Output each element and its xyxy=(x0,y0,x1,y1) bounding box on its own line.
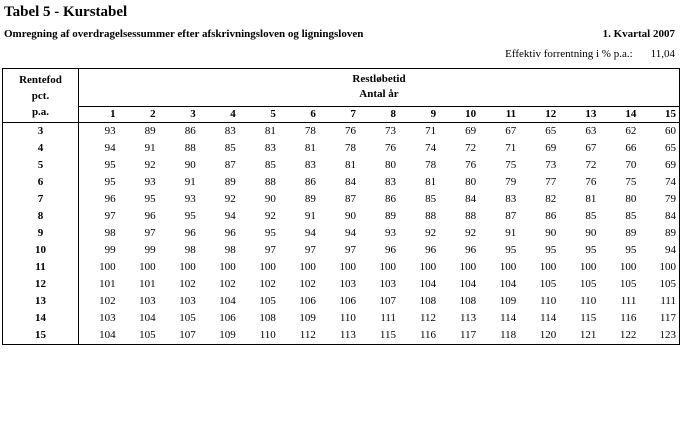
table-row xyxy=(3,242,680,259)
price-cell: 122 xyxy=(599,327,639,345)
rate-column-header xyxy=(3,69,79,123)
price-cell: 71 xyxy=(425,125,437,137)
price-cell: 82 xyxy=(545,193,557,205)
price-cell: 112 xyxy=(279,327,319,345)
price-cell: 81 xyxy=(585,193,597,205)
price-cell: 97 xyxy=(264,244,276,256)
price-cell: 109 xyxy=(299,312,316,324)
price-cell: 78 xyxy=(344,142,356,154)
year-header-cell: 14 xyxy=(599,107,639,123)
price-cell: 65 xyxy=(545,125,557,137)
price-cell: 89 xyxy=(385,210,396,222)
price-cell: 94 xyxy=(104,142,116,154)
price-cell: 114 xyxy=(540,312,557,324)
price-cell: 85 xyxy=(224,142,236,154)
price-cell: 109 xyxy=(499,295,517,307)
rate-cell: 11 xyxy=(3,259,79,276)
year-header-cell: 10 xyxy=(439,107,479,123)
price-cell: 96 xyxy=(425,244,437,256)
price-cell: 73 xyxy=(545,159,557,171)
price-cell: 83 xyxy=(224,125,236,137)
price-cell: 84 xyxy=(639,208,679,225)
price-cell: 120 xyxy=(519,327,559,345)
price-cell: 116 xyxy=(620,312,637,324)
year-header-row xyxy=(3,107,680,123)
price-cell: 111 xyxy=(380,312,396,324)
table-row xyxy=(3,208,680,225)
price-cell: 81 xyxy=(425,176,437,188)
price-cell: 74 xyxy=(425,142,437,154)
price-cell: 106 xyxy=(219,312,236,324)
price-cell: 100 xyxy=(499,261,517,273)
price-cell: 78 xyxy=(304,125,316,137)
price-cell: 97 xyxy=(304,244,316,256)
price-cell: 105 xyxy=(539,278,557,290)
price-cell: 95 xyxy=(264,227,276,239)
price-cell: 90 xyxy=(545,227,557,239)
price-cell: 103 xyxy=(179,295,196,307)
price-cell: 73 xyxy=(385,125,396,137)
price-cell: 79 xyxy=(505,176,517,188)
price-cell: 100 xyxy=(379,261,396,273)
price-cell: 91 xyxy=(144,142,156,154)
price-cell: 114 xyxy=(500,312,517,324)
price-cell: 105 xyxy=(619,278,637,290)
price-cell: 100 xyxy=(539,261,557,273)
price-cell: 76 xyxy=(385,142,396,154)
price-cell: 110 xyxy=(239,327,279,345)
price-cell: 94 xyxy=(639,242,679,259)
price-cell: 93 xyxy=(184,193,196,205)
price-cell: 94 xyxy=(224,210,236,222)
price-cell: 72 xyxy=(465,142,477,154)
price-cell: 100 xyxy=(579,261,597,273)
price-cell: 69 xyxy=(639,157,679,174)
price-cell: 109 xyxy=(199,327,239,345)
price-cell: 100 xyxy=(219,261,236,273)
rate-cell: 7 xyxy=(3,191,79,208)
price-cell: 106 xyxy=(339,295,356,307)
rate-cell: 10 xyxy=(3,242,79,259)
price-cell: 67 xyxy=(585,142,597,154)
price-cell: 86 xyxy=(304,176,316,188)
price-cell: 95 xyxy=(144,193,156,205)
price-cell: 83 xyxy=(304,159,316,171)
table-row xyxy=(3,174,680,191)
price-cell: 98 xyxy=(184,244,196,256)
table-row xyxy=(3,157,680,174)
price-cell: 104 xyxy=(139,312,156,324)
price-cell: 77 xyxy=(545,176,557,188)
price-cell: 108 xyxy=(459,295,477,307)
price-cell: 106 xyxy=(299,295,316,307)
rate-cell: 4 xyxy=(3,140,79,157)
table-row xyxy=(3,293,680,310)
price-cell: 93 xyxy=(104,125,116,137)
price-cell: 101 xyxy=(99,278,116,290)
price-cell: 86 xyxy=(385,193,396,205)
price-cell: 70 xyxy=(625,159,637,171)
price-cell: 88 xyxy=(465,210,477,222)
rate-cell: 9 xyxy=(3,225,79,242)
table-row xyxy=(3,327,680,345)
price-cell: 96 xyxy=(465,244,477,256)
price-cell: 96 xyxy=(184,227,196,239)
rate-cell: 12 xyxy=(3,276,79,293)
price-cell: 76 xyxy=(344,125,356,137)
price-cell: 116 xyxy=(399,327,439,345)
table-body xyxy=(3,123,680,345)
year-header-cell: 11 xyxy=(479,107,519,123)
price-cell: 96 xyxy=(385,244,396,256)
rate-cell: 15 xyxy=(3,327,79,345)
term-group-header xyxy=(79,69,680,107)
price-cell: 92 xyxy=(264,210,276,222)
price-cell: 87 xyxy=(224,159,236,171)
price-cell: 84 xyxy=(344,176,356,188)
price-cell: 104 xyxy=(419,278,437,290)
price-cell: 66 xyxy=(625,142,637,154)
price-cell: 91 xyxy=(304,210,316,222)
rate-header-line2: pct. xyxy=(31,89,50,102)
price-cell: 88 xyxy=(425,210,437,222)
price-cell: 107 xyxy=(159,327,199,345)
price-cell: 91 xyxy=(505,227,517,239)
price-cell: 105 xyxy=(639,276,679,293)
price-cell: 90 xyxy=(585,227,597,239)
price-cell: 105 xyxy=(259,295,276,307)
price-cell: 100 xyxy=(99,261,116,273)
price-cell: 108 xyxy=(259,312,276,324)
price-cell: 110 xyxy=(339,312,356,324)
price-cell: 110 xyxy=(540,295,557,307)
price-cell: 118 xyxy=(479,327,519,345)
year-header-cell: 8 xyxy=(359,107,399,123)
price-cell: 74 xyxy=(639,174,679,191)
price-cell: 121 xyxy=(559,327,599,345)
price-cell: 85 xyxy=(264,159,276,171)
price-cell: 104 xyxy=(79,327,119,345)
price-cell: 110 xyxy=(580,295,597,307)
price-cell: 90 xyxy=(344,210,356,222)
price-cell: 65 xyxy=(639,140,679,157)
year-header-cell: 1 xyxy=(79,107,119,123)
price-cell: 83 xyxy=(505,193,517,205)
price-cell: 97 xyxy=(144,227,156,239)
price-cell: 103 xyxy=(339,278,356,290)
rate-header-line3: p.a. xyxy=(31,105,50,118)
price-cell: 107 xyxy=(379,295,396,307)
price-cell: 103 xyxy=(99,312,116,324)
price-cell: 92 xyxy=(465,227,477,239)
price-cell: 94 xyxy=(344,227,356,239)
price-cell: 100 xyxy=(619,261,637,273)
price-cell: 75 xyxy=(505,159,517,171)
price-cell: 62 xyxy=(625,125,637,137)
price-cell: 89 xyxy=(625,227,637,239)
price-cell: 81 xyxy=(344,159,356,171)
price-cell: 98 xyxy=(104,227,116,239)
price-cell: 81 xyxy=(304,142,316,154)
price-cell: 102 xyxy=(219,278,236,290)
price-cell: 87 xyxy=(344,193,356,205)
effective-rate-value: 11,04 xyxy=(650,48,675,60)
price-cell: 96 xyxy=(144,210,156,222)
price-cell: 105 xyxy=(119,327,159,345)
price-cell: 95 xyxy=(104,176,116,188)
price-cell: 123 xyxy=(639,327,679,345)
year-header-cell: 5 xyxy=(239,107,279,123)
price-cell: 95 xyxy=(545,244,557,256)
price-cell: 111 xyxy=(639,293,679,310)
price-cell: 100 xyxy=(339,261,356,273)
price-cell: 97 xyxy=(104,210,116,222)
price-cell: 80 xyxy=(625,193,637,205)
price-cell: 92 xyxy=(425,227,437,239)
effective-rate xyxy=(505,48,675,60)
price-cell: 104 xyxy=(219,295,236,307)
price-cell: 100 xyxy=(419,261,437,273)
price-cell: 99 xyxy=(104,244,116,256)
price-cell: 99 xyxy=(144,244,156,256)
price-cell: 79 xyxy=(639,191,679,208)
price-cell: 89 xyxy=(304,193,316,205)
price-cell: 88 xyxy=(184,142,196,154)
price-cell: 117 xyxy=(639,310,679,327)
price-cell: 90 xyxy=(264,193,276,205)
price-cell: 103 xyxy=(379,278,396,290)
price-cell: 111 xyxy=(620,295,637,307)
table-row xyxy=(3,123,680,141)
price-cell: 103 xyxy=(139,295,156,307)
price-cell: 94 xyxy=(304,227,316,239)
year-header-cell: 6 xyxy=(279,107,319,123)
price-cell: 100 xyxy=(259,261,276,273)
price-cell: 84 xyxy=(465,193,477,205)
price-cell: 76 xyxy=(585,176,597,188)
rate-cell: 8 xyxy=(3,208,79,225)
price-cell: 112 xyxy=(419,312,437,324)
price-cell: 85 xyxy=(585,210,597,222)
price-cell: 89 xyxy=(224,176,236,188)
price-cell: 93 xyxy=(385,227,396,239)
table-row xyxy=(3,259,680,276)
price-cell: 96 xyxy=(224,227,236,239)
price-cell: 80 xyxy=(465,176,477,188)
price-cell: 115 xyxy=(580,312,597,324)
price-cell: 78 xyxy=(425,159,437,171)
price-cell: 85 xyxy=(425,193,437,205)
price-cell: 102 xyxy=(99,295,116,307)
year-header-cell: 15 xyxy=(639,107,679,123)
price-cell: 95 xyxy=(184,210,196,222)
price-cell: 87 xyxy=(505,210,517,222)
table-row xyxy=(3,310,680,327)
price-cell: 101 xyxy=(139,278,156,290)
year-header-cell: 9 xyxy=(399,107,439,123)
rate-cell: 3 xyxy=(3,123,79,141)
price-cell: 102 xyxy=(179,278,196,290)
price-cell: 104 xyxy=(499,278,517,290)
price-cell: 105 xyxy=(579,278,597,290)
period-label: 1. Kvartal 2007 xyxy=(602,28,675,40)
term-header-line1: Restløbetid xyxy=(352,73,406,85)
price-cell: 86 xyxy=(184,125,196,137)
year-header-cell: 12 xyxy=(519,107,559,123)
effective-rate-label: Effektiv forrentning i % p.a.: xyxy=(505,48,633,60)
price-cell: 89 xyxy=(144,125,156,137)
price-cell: 100 xyxy=(179,261,196,273)
table-row xyxy=(3,191,680,208)
price-cell: 117 xyxy=(439,327,479,345)
price-cell: 88 xyxy=(264,176,276,188)
year-header-cell: 2 xyxy=(119,107,159,123)
rate-cell: 6 xyxy=(3,174,79,191)
table-row xyxy=(3,140,680,157)
price-cell: 67 xyxy=(505,125,517,137)
rate-cell: 14 xyxy=(3,310,79,327)
year-header-cell: 13 xyxy=(559,107,599,123)
price-cell: 83 xyxy=(385,176,396,188)
price-cell: 92 xyxy=(144,159,156,171)
page-subtitle: Omregning af overdragelsessummer efter afskrivningsloven og ligningsloven xyxy=(4,28,364,40)
price-cell: 100 xyxy=(139,261,156,273)
price-cell: 69 xyxy=(465,125,477,137)
price-cell: 80 xyxy=(385,159,396,171)
price-cell: 91 xyxy=(184,176,196,188)
price-cell: 75 xyxy=(625,176,637,188)
price-cell: 92 xyxy=(224,193,236,205)
price-cell: 93 xyxy=(144,176,156,188)
price-cell: 81 xyxy=(264,125,276,137)
price-cell: 95 xyxy=(505,244,517,256)
price-cell: 89 xyxy=(639,225,679,242)
price-table xyxy=(2,68,680,345)
price-cell: 83 xyxy=(264,142,276,154)
price-cell: 100 xyxy=(639,259,679,276)
price-cell: 86 xyxy=(545,210,557,222)
price-cell: 113 xyxy=(460,312,477,324)
year-header-cell: 7 xyxy=(319,107,359,123)
rate-header-line1: Rentefod xyxy=(19,73,62,86)
price-cell: 96 xyxy=(104,193,116,205)
page-title: Tabel 5 - Kurstabel xyxy=(4,4,128,20)
price-cell: 72 xyxy=(585,159,597,171)
price-cell: 108 xyxy=(419,295,437,307)
price-cell: 100 xyxy=(299,261,316,273)
rate-cell: 13 xyxy=(3,293,79,310)
price-cell: 102 xyxy=(259,278,276,290)
price-cell: 76 xyxy=(465,159,477,171)
price-cell: 95 xyxy=(625,244,637,256)
price-cell: 60 xyxy=(639,123,679,141)
price-cell: 113 xyxy=(319,327,359,345)
year-header-cell: 4 xyxy=(199,107,239,123)
table-row xyxy=(3,225,680,242)
rate-cell: 5 xyxy=(3,157,79,174)
price-cell: 90 xyxy=(184,159,196,171)
term-header-line2: Antal år xyxy=(359,88,399,100)
price-cell: 95 xyxy=(585,244,597,256)
price-cell: 105 xyxy=(179,312,196,324)
price-cell: 95 xyxy=(104,159,116,171)
price-cell: 115 xyxy=(359,327,399,345)
price-cell: 69 xyxy=(545,142,557,154)
price-cell: 97 xyxy=(344,244,356,256)
price-cell: 63 xyxy=(585,125,597,137)
price-cell: 98 xyxy=(224,244,236,256)
price-cell: 85 xyxy=(625,210,637,222)
price-cell: 102 xyxy=(299,278,316,290)
price-cell: 71 xyxy=(505,142,517,154)
price-cell: 100 xyxy=(459,261,477,273)
table-row xyxy=(3,276,680,293)
year-header-cell: 3 xyxy=(159,107,199,123)
price-cell: 104 xyxy=(459,278,477,290)
